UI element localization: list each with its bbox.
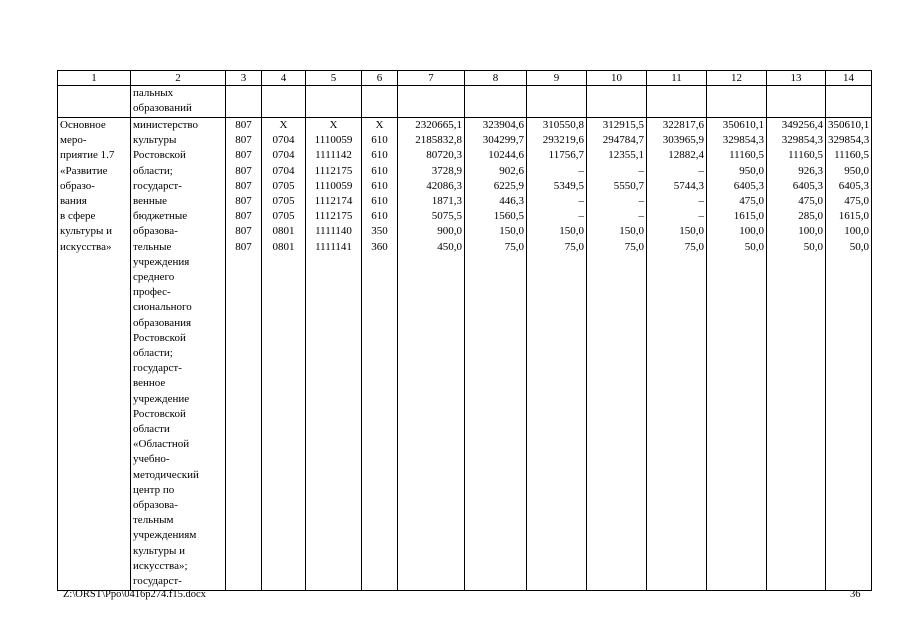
cell-line: государст- <box>133 362 182 375</box>
cell-line: 0704 <box>272 164 295 177</box>
cell-line: 6405,3 <box>733 179 764 192</box>
grbs-code-cell <box>226 118 262 591</box>
cell-line: области <box>133 423 170 436</box>
cell-line: 807 <box>235 119 252 131</box>
cell-line: тельным <box>133 514 174 527</box>
cell-line: 1112175 <box>314 164 353 177</box>
cell-line: 6405,3 <box>792 179 823 192</box>
cell-line: 75,0 <box>684 240 704 253</box>
cell-line: 1111142 <box>315 149 352 162</box>
cell-line: 100,0 <box>739 225 764 238</box>
cell-line: 150,0 <box>619 225 644 238</box>
cell-line: 0704 <box>272 134 295 147</box>
table-cell <box>707 86 767 118</box>
table-cell <box>527 86 587 118</box>
cell-line: 50,0 <box>849 240 869 253</box>
table-cell <box>647 86 707 118</box>
cell-line: Ростовской <box>133 331 186 344</box>
cell-line: 926,3 <box>798 164 823 177</box>
cell-line: 150,0 <box>499 225 524 238</box>
cell-line: 1110059 <box>314 134 353 147</box>
cell-line: Ростовской <box>133 407 186 420</box>
cell-line: 807 <box>235 164 252 177</box>
table-cell <box>58 86 131 118</box>
year-amount-cell <box>707 118 767 591</box>
cell-line: 12355,1 <box>608 149 644 162</box>
executor-cell <box>131 118 226 591</box>
cell-line: 323904,6 <box>482 119 524 131</box>
cell-line: 1615,0 <box>838 210 869 223</box>
cell-line: 610 <box>371 149 388 162</box>
cell-line: 807 <box>235 210 252 223</box>
cell-line: в сфере <box>60 210 96 223</box>
cell-line: 950,0 <box>844 164 869 177</box>
cell-line: 807 <box>235 179 252 192</box>
cell-line: 1111141 <box>315 240 352 253</box>
budget-table <box>57 70 872 591</box>
cell-line: государст- <box>133 575 182 588</box>
cell-line: 10244,6 <box>488 149 524 162</box>
cell-line: 610 <box>371 210 388 223</box>
cell-line: тельные <box>133 240 172 253</box>
cell-line: 1615,0 <box>733 210 764 223</box>
cell-line: 350 <box>371 225 388 238</box>
cell-line: 150,0 <box>559 225 584 238</box>
column-header: 7 <box>398 71 465 86</box>
cell-line: – <box>698 195 704 208</box>
cell-line: 807 <box>235 134 252 147</box>
cell-line: 2185832,8 <box>415 134 462 147</box>
cell-line: среднего <box>133 271 175 284</box>
table-row <box>58 118 872 591</box>
cell-line: «Развитие <box>60 164 108 177</box>
cell-line: 807 <box>235 240 252 253</box>
cell-line: образова- <box>133 225 178 238</box>
cell-line: области; <box>133 164 173 177</box>
cell-line: 446,3 <box>499 195 524 208</box>
column-header: 1 <box>58 71 131 86</box>
cell-line: 6405,3 <box>838 179 869 192</box>
document-path: Z:\ORST\Ppo\0416p274.f15.docx <box>63 589 206 600</box>
cell-line: 1111140 <box>315 225 352 238</box>
page-number: 36 <box>850 589 861 600</box>
continuation-row <box>58 86 872 118</box>
cell-line: 350610,1 <box>828 119 870 131</box>
cell-line: 1112174 <box>314 195 353 208</box>
table-cell <box>465 86 527 118</box>
cell-line: 1560,5 <box>493 210 524 223</box>
cell-line: 304299,7 <box>482 134 524 147</box>
cell-line: 610 <box>371 195 388 208</box>
cell-line: 50,0 <box>803 240 823 253</box>
cell-line: Ростовской <box>133 149 186 162</box>
cell-line: пальных <box>133 87 174 99</box>
cell-line: 950,0 <box>739 164 764 177</box>
cell-line: 1112175 <box>314 210 353 223</box>
cell-line: 360 <box>371 240 388 253</box>
cell-line: учреждение <box>133 392 190 405</box>
column-header: 3 <box>226 71 262 86</box>
cell-line: 475,0 <box>739 195 764 208</box>
cell-line: 150,0 <box>679 225 704 238</box>
cell-line: искусства»; <box>133 559 188 572</box>
cell-line: 312915,5 <box>602 119 644 131</box>
column-header: 12 <box>707 71 767 86</box>
column-header: 9 <box>527 71 587 86</box>
cell-line: культуры <box>133 134 177 147</box>
column-header: 6 <box>362 71 398 86</box>
cell-line: – <box>578 210 584 223</box>
cell-line: учреждениям <box>133 529 197 542</box>
cell-line: 310550,8 <box>542 119 584 131</box>
cell-line: 303965,9 <box>662 134 704 147</box>
table-cell <box>398 86 465 118</box>
cell-line: Основное <box>60 119 106 131</box>
cell-line: искусства» <box>60 240 112 253</box>
cell-line: 75,0 <box>564 240 584 253</box>
cell-line: 5744,3 <box>673 179 704 192</box>
cell-line: культуры и <box>60 225 112 238</box>
cell-line: 475,0 <box>844 195 869 208</box>
table-cell <box>226 86 262 118</box>
cell-line: вания <box>60 195 87 208</box>
cell-line: – <box>698 210 704 223</box>
cell-line: 1110059 <box>314 179 353 192</box>
cell-line: 80720,3 <box>426 149 462 162</box>
cell-line: 75,0 <box>504 240 524 253</box>
cell-line: 6225,9 <box>493 179 524 192</box>
table-cell <box>587 86 647 118</box>
cell-line: 293219,6 <box>542 134 584 147</box>
year-amount-cell <box>767 118 826 591</box>
year-amount-cell <box>587 118 647 591</box>
cell-line: X <box>279 119 288 131</box>
cell-line: X <box>375 119 384 131</box>
table-cell <box>362 86 398 118</box>
cell-line: 11160,5 <box>788 149 823 162</box>
cell-line: 329854,3 <box>828 134 870 147</box>
cell-line: 11756,7 <box>548 149 584 162</box>
cell-line: 349256,4 <box>781 119 823 131</box>
table-cell <box>306 86 362 118</box>
cell-line: 807 <box>235 149 252 162</box>
year-amount-cell <box>826 118 872 591</box>
cell-line: 807 <box>235 195 252 208</box>
cell-line: бюджетные <box>133 210 188 223</box>
cell-line: меро- <box>60 134 87 147</box>
cell-line: 902,6 <box>499 164 524 177</box>
cell-line: методический <box>133 468 199 481</box>
cell-line: 11160,5 <box>834 149 869 162</box>
cell-line: – <box>638 210 644 223</box>
cell-line: области; <box>133 347 173 360</box>
cell-line: культуры и <box>133 544 185 557</box>
year-amount-cell <box>465 118 527 591</box>
cell-line: 5550,7 <box>613 179 644 192</box>
column-header: 11 <box>647 71 707 86</box>
cell-line: 100,0 <box>844 225 869 238</box>
cell-line: 294784,7 <box>602 134 644 147</box>
cell-line: 2320665,1 <box>415 119 462 131</box>
cell-line: 0704 <box>272 149 295 162</box>
cell-line: 350610,1 <box>722 119 764 131</box>
cell-line: 5349,5 <box>553 179 584 192</box>
cell-line: 0705 <box>272 179 295 192</box>
program-name-cell <box>58 118 131 591</box>
cell-line: профес- <box>133 286 171 299</box>
cell-line: 3728,9 <box>431 164 462 177</box>
cell-line: 322817,6 <box>662 119 704 131</box>
column-header: 2 <box>131 71 226 86</box>
column-header: 13 <box>767 71 826 86</box>
cell-line: X <box>329 119 338 131</box>
cell-line: образо- <box>60 179 95 192</box>
cell-line: 75,0 <box>624 240 644 253</box>
cell-line: – <box>638 164 644 177</box>
cell-line: венное <box>133 377 166 390</box>
cell-line: учреждения <box>133 255 190 268</box>
cell-line: 0801 <box>272 225 295 238</box>
total-amount-cell <box>398 118 465 591</box>
cell-line: государст- <box>133 179 182 192</box>
cell-line: центр по <box>133 483 175 496</box>
column-header: 4 <box>262 71 306 86</box>
cell-line: 807 <box>235 225 252 238</box>
table-cell <box>262 86 306 118</box>
cell-line: приятие 1.7 <box>60 149 115 162</box>
cell-line: 610 <box>371 134 388 147</box>
cell-line: 1871,3 <box>431 195 462 208</box>
column-header: 5 <box>306 71 362 86</box>
cell-line: «Областной <box>133 438 190 451</box>
cell-line: 0801 <box>272 240 295 253</box>
cell-line: венные <box>133 195 168 208</box>
cell-line: 11160,5 <box>729 149 764 162</box>
executor-cell-continued <box>131 86 226 118</box>
table-cell <box>767 86 826 118</box>
column-header: 8 <box>465 71 527 86</box>
cell-line: образований <box>133 102 192 114</box>
cell-line: – <box>578 164 584 177</box>
cell-line: 0705 <box>272 210 295 223</box>
cell-line: – <box>638 195 644 208</box>
cell-line: министерство <box>133 119 199 131</box>
column-header: 10 <box>587 71 647 86</box>
year-amount-cell <box>647 118 707 591</box>
cell-line: 450,0 <box>437 240 462 253</box>
cell-line: образования <box>133 316 192 329</box>
cell-line: сионального <box>133 301 192 314</box>
cell-line: 5075,5 <box>431 210 462 223</box>
cell-line: 610 <box>371 179 388 192</box>
cell-line: образова- <box>133 499 178 512</box>
target-article-cell <box>306 118 362 591</box>
section-code-cell <box>262 118 306 591</box>
header-row <box>58 71 872 86</box>
cell-line: 285,0 <box>798 210 823 223</box>
cell-line: 475,0 <box>798 195 823 208</box>
column-header: 14 <box>826 71 872 86</box>
year-amount-cell <box>527 118 587 591</box>
cell-line: 42086,3 <box>426 179 462 192</box>
cell-line: учебно- <box>133 453 170 466</box>
cell-line: 12882,4 <box>668 149 704 162</box>
cell-line: – <box>578 195 584 208</box>
cell-line: 100,0 <box>798 225 823 238</box>
table-cell <box>826 86 872 118</box>
cell-line: 0705 <box>272 195 295 208</box>
cell-line: 50,0 <box>744 240 764 253</box>
cell-line: – <box>698 164 704 177</box>
cell-line: 610 <box>371 164 388 177</box>
cell-line: 329854,3 <box>722 134 764 147</box>
expense-type-cell <box>362 118 398 591</box>
cell-line: 900,0 <box>437 225 462 238</box>
cell-line: 329854,3 <box>781 134 823 147</box>
